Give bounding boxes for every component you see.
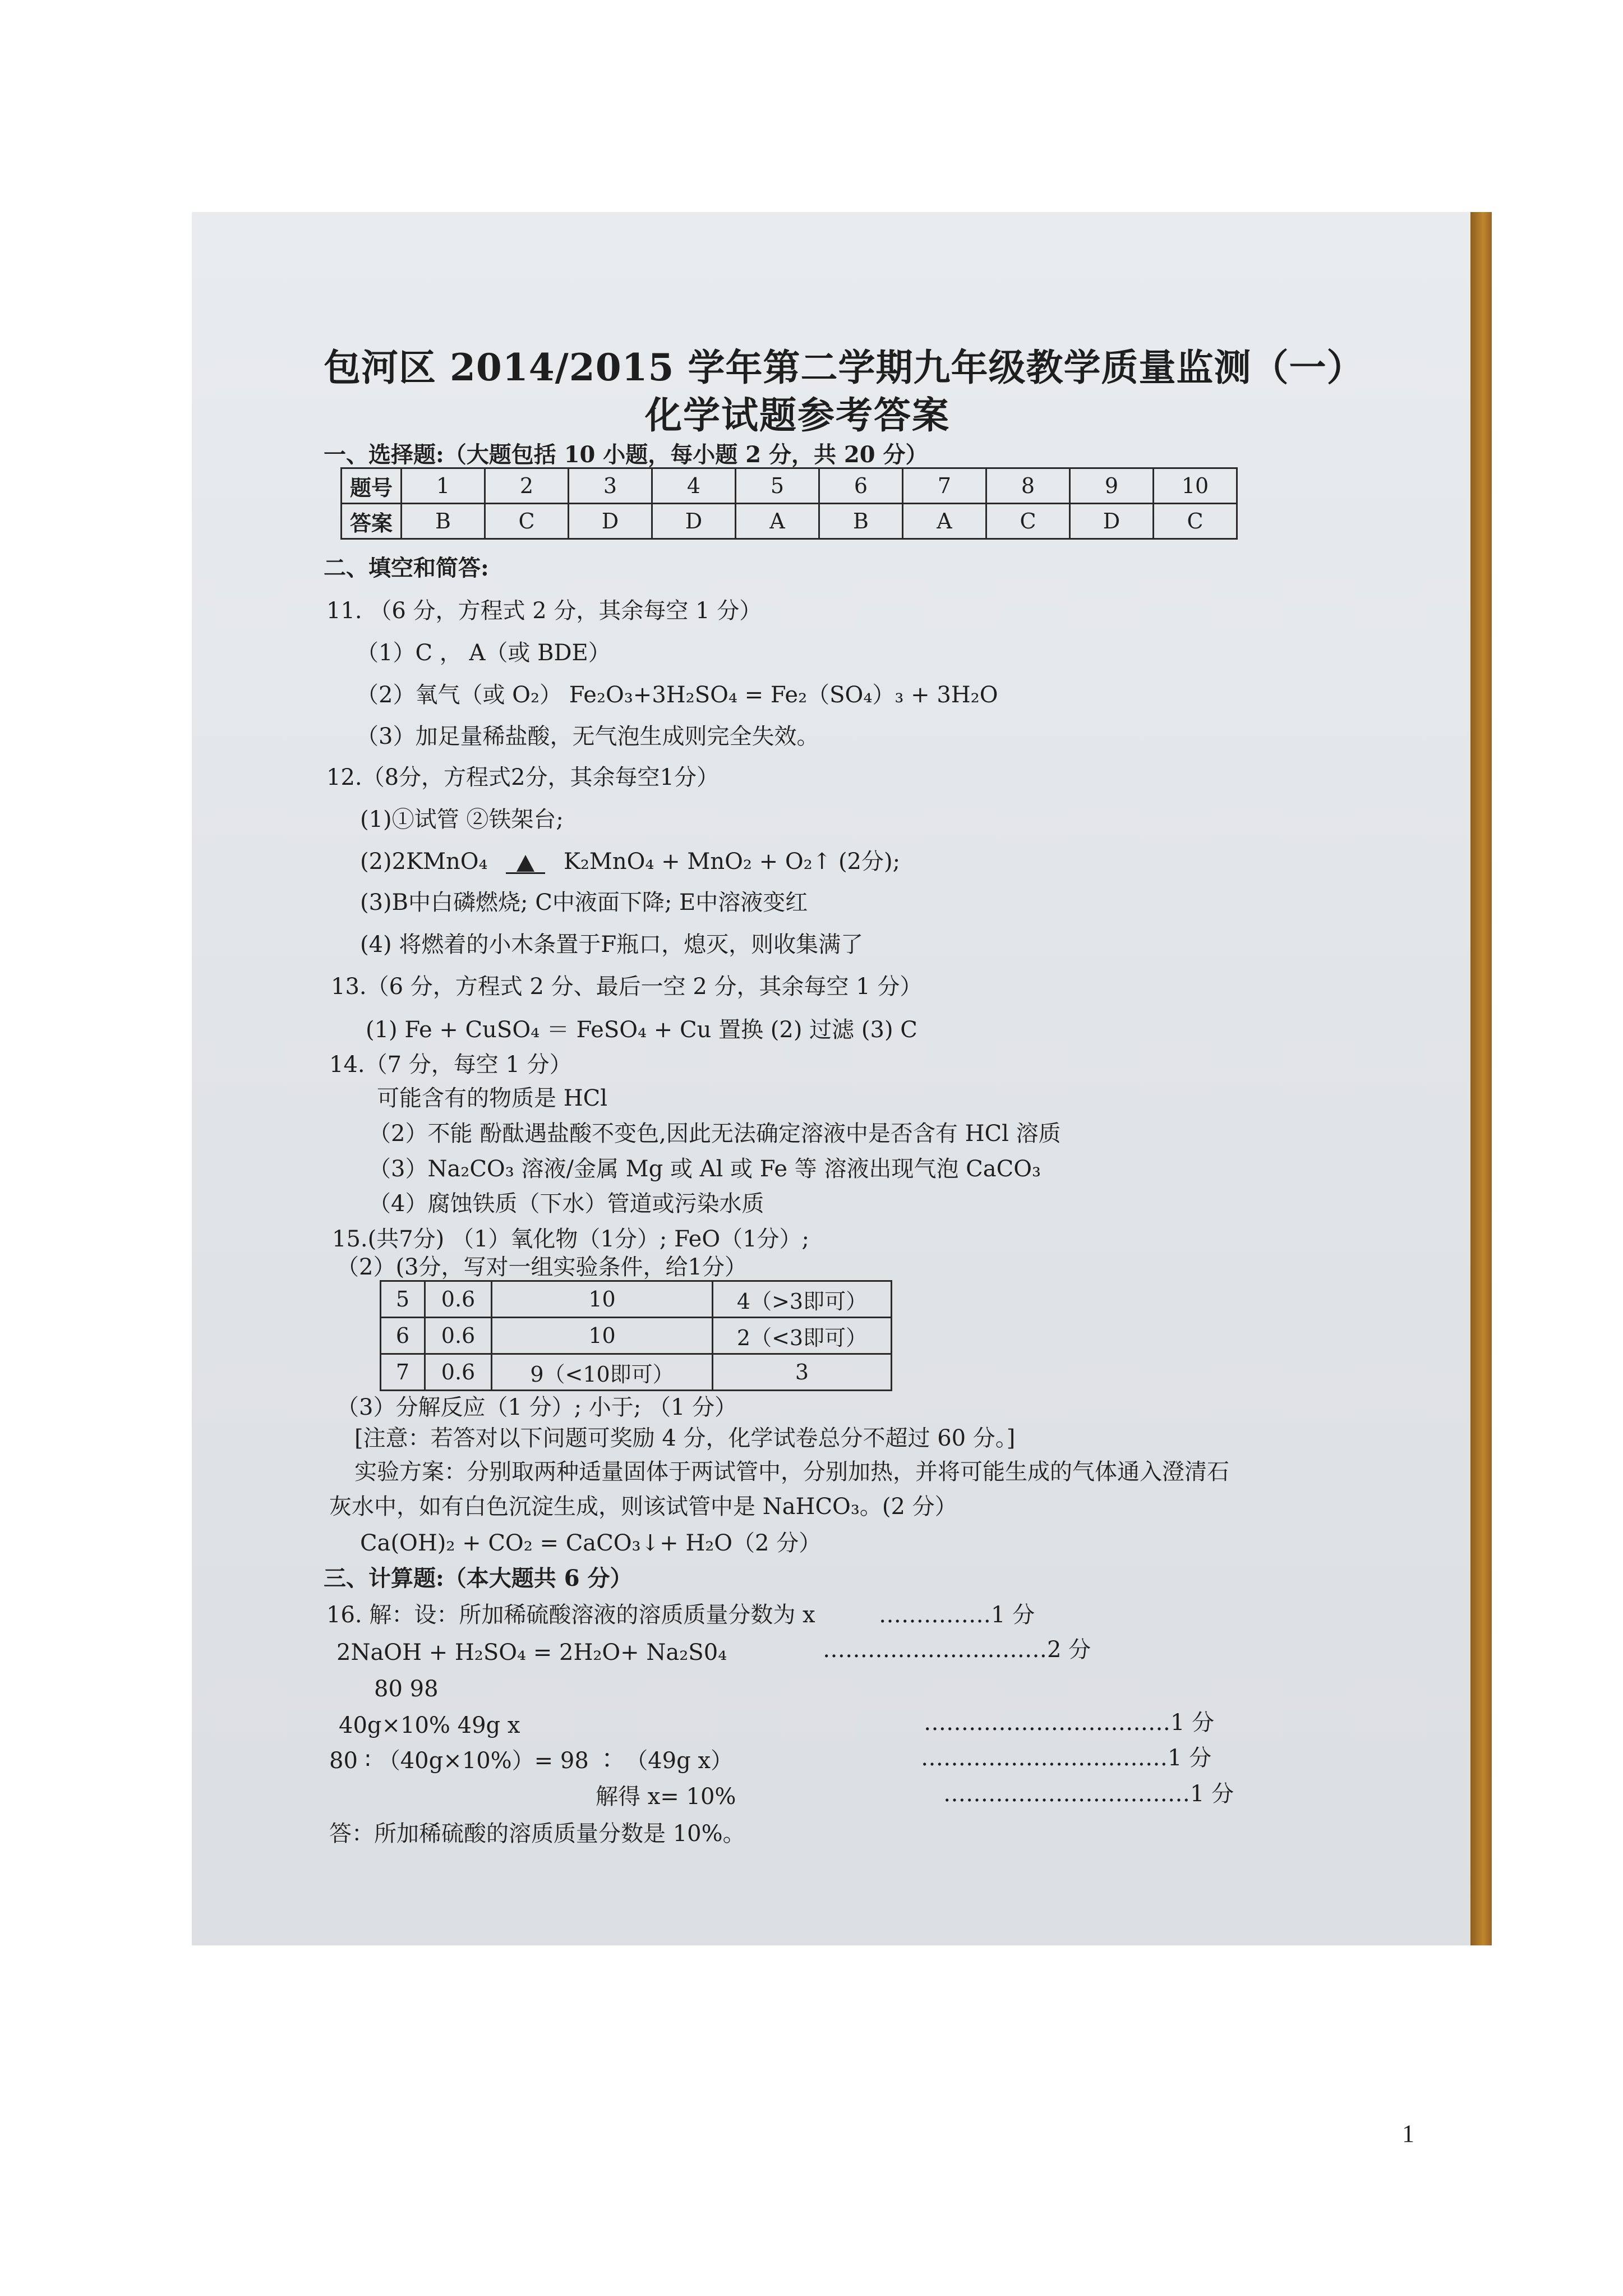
section2-heading: 二、填空和简答: [324,555,489,581]
q12-heading: 12.（8分，方程式2分，其余每空1分） [326,765,719,790]
answer-cell: D [1070,504,1154,539]
q12-reactant: (2)2KMnO₄ [360,849,488,875]
number-cell: 4 [652,468,736,504]
table-cell: 6 [381,1318,425,1354]
table-cell: 5 [381,1281,425,1318]
q16-line-3: 80 98 [374,1676,439,1702]
q16-line-2: 2NaOH + H₂SO₄ = 2H₂O+ Na₂S0₄ [336,1640,727,1665]
number-cell: 5 [736,468,819,504]
q12-line-4: (4) 将燃着的小木条置于F瓶口，熄灭，则收集满了 [360,932,864,958]
q15-plan-line-2: 灰水中，如有白色沉淀生成，则该试管中是 NaHCO₃。(2 分） [329,1494,957,1520]
table-row [381,1281,892,1318]
answer-cell: A [736,504,819,539]
number-cell: 8 [986,468,1070,504]
q14-line-1: 可能含有的物质是 HCl [377,1085,607,1111]
number-cell: 9 [1070,468,1154,504]
table-row [381,1354,892,1391]
title-line-1: 包河区 2014/2015 学年第二学期九年级教学质量监测（一） [324,346,1364,389]
title-line-2: 化学试题参考答案 [645,393,950,437]
table-cell: 7 [381,1354,425,1391]
table-row-numbers [342,468,1237,504]
q15-equation: Ca(OH)₂ + CO₂ = CaCO₃↓+ H₂O（2 分） [360,1530,822,1556]
q16-line-2-score: …………………………2 分 [823,1637,1091,1663]
table-cell: 9（<10即可） [492,1354,713,1391]
q14-heading: 14.（7 分，每空 1 分） [329,1052,572,1078]
heat-arrow [495,849,556,875]
table-row-answers [342,504,1237,539]
answer-cell: C [986,504,1070,539]
number-cell: 7 [903,468,986,504]
number-cell: 1 [402,468,485,504]
answer-cell: A [903,504,986,539]
q12-line-3: (3)B中白磷燃烧; C中液面下降; E中溶液变红 [360,890,808,915]
section1-heading: 一、选择题:（大题包括 10 小题，每小题 2 分，共 20 分） [324,441,928,468]
section3-heading: 三、计算题:（本大题共 6 分） [324,1565,633,1591]
table-cell: 10 [492,1281,713,1318]
answer-cell: D [652,504,736,539]
number-cell: 10 [1154,468,1237,504]
q16-line-4-score: ……………………………1 分 [924,1710,1215,1736]
q15-experiment-table [380,1280,892,1391]
q13-line-1: (1) Fe + CuSO₄ ＝ FeSO₄ + Cu 置换 (2) 过滤 (3) C [366,1017,917,1043]
multiple-choice-answer-table [340,467,1238,540]
q11-line-3: （3）加足量稀盐酸，无气泡生成则完全失效。 [356,724,819,749]
table-cell: 0.6 [425,1354,492,1391]
q13-heading: 13.（6 分，方程式 2 分、最后一空 2 分，其余每空 1 分） [331,974,923,1000]
q16-line-1: 16. 解：设：所加稀硫酸溶液的溶质质量分数为 x [326,1602,815,1628]
number-cell: 2 [485,468,569,504]
q11-line-1: （1）C ， A（或 BDE） [356,640,611,666]
q15-note: [注意：若答对以下问题可奖励 4 分，化学试卷总分不超过 60 分。] [354,1425,1016,1451]
table-cell: 2（<3即可） [713,1318,892,1354]
q16-answer: 答：所加稀硫酸的溶质质量分数是 10%。 [329,1821,745,1847]
heat-triangle-icon [517,855,534,872]
table-cell: 3 [713,1354,892,1391]
q14-line-4: （4）腐蚀铁质（下水）管道或污染水质 [368,1191,764,1217]
answer-cell: B [819,504,903,539]
answer-cell: B [402,504,485,539]
table-cell: 4（>3即可） [713,1281,892,1318]
q16-line-1-score: ……………1 分 [879,1602,1035,1628]
q11-line-2: （2）氧气（或 O₂） Fe₂O₃+3H₂SO₄ = Fe₂（SO₄）₃ + 3H₂O [356,682,998,708]
table-cell: 10 [492,1318,713,1354]
table-cell: 0.6 [425,1318,492,1354]
number-cell: 3 [569,468,652,504]
q15-heading: 15.(共7分) （1）氧化物（1分）; FeO（1分）; [332,1226,810,1252]
q15-line-2: （2）(3分，写对一组实验条件，给1分） [336,1254,747,1280]
desk-edge [1470,212,1492,1945]
header-cell: 题号 [342,468,402,504]
header-cell: 答案 [342,504,402,539]
q15-plan-line-1: 实验方案：分别取两种适量固体于两试管中，分别加热，并将可能生成的气体通入澄清石 [354,1459,1229,1485]
q16-line-6: 解得 x= 10% [596,1784,736,1810]
q16-line-4: 40g×10% 49g x [339,1713,520,1738]
q14-line-2: （2）不能 酚酞遇盐酸不变色,因此无法确定溶液中是否含有 HCl 溶质 [368,1121,1061,1147]
scanned-answer-sheet-photo [192,212,1492,1945]
page-number: 1 [1402,2120,1414,2147]
q11-heading: 11. （6 分，方程式 2 分，其余每空 1 分） [326,598,762,624]
table-row [381,1318,892,1354]
answer-cell: D [569,504,652,539]
number-cell: 6 [819,468,903,504]
q16-line-6-score: ……………………………1 分 [943,1781,1234,1807]
q16-line-5: 80 ∶ （40g×10%）= 98 ∶ （49g x） [329,1748,733,1774]
q14-line-3: （3）Na₂CO₃ 溶液/金属 Mg 或 Al 或 Fe 等 溶液出现气泡 CaCO₃ [368,1156,1041,1182]
q12-products: K₂MnO₄ + MnO₂ + O₂↑ (2分); [563,849,901,875]
q12-line-2 [360,849,900,875]
q12-line-1: (1)①试管 ②铁架台; [360,807,564,832]
q15-line-3: （3）分解反应（1 分）; 小于; （1 分） [336,1395,737,1420]
answer-cell: C [1154,504,1237,539]
q16-line-5-score: ……………………………1 分 [921,1745,1212,1771]
table-cell: 0.6 [425,1281,492,1318]
answer-cell: C [485,504,569,539]
